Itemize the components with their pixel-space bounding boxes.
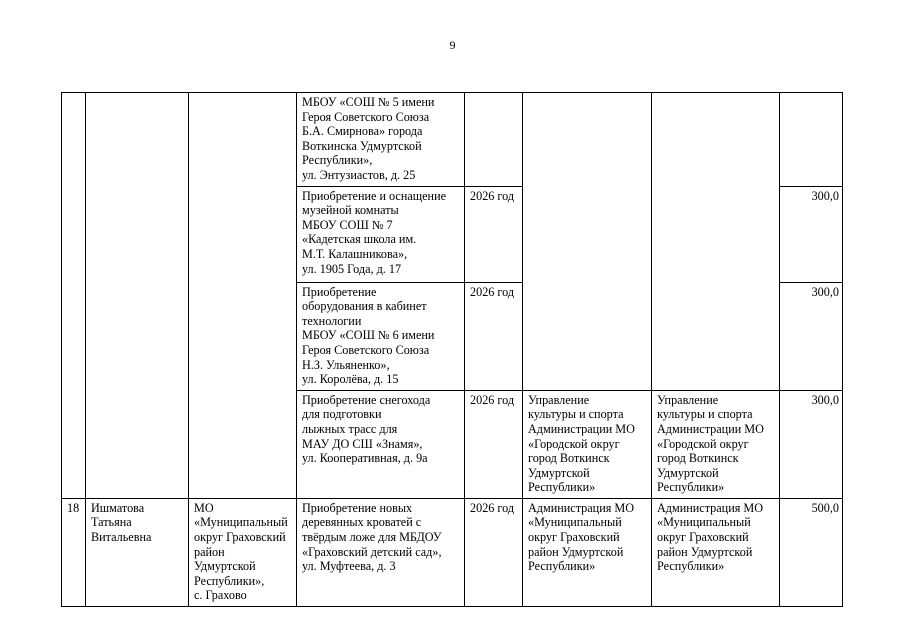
cell-text-line: ул. 1905 Года, д. 17 xyxy=(302,261,402,276)
cell-text-line: Управление xyxy=(528,392,590,407)
cell-text-line: Удмуртской xyxy=(194,559,256,574)
amount-cell: 500,0 xyxy=(780,498,843,606)
cell-text-line: МБОУ «СОШ № 5 имени xyxy=(302,95,435,109)
cell-text-line: Администрации МО xyxy=(528,421,635,436)
deputy-cell xyxy=(86,498,189,606)
cell-text-line: Удмуртской xyxy=(528,465,590,480)
page-number: 9 xyxy=(449,38,456,52)
event-cell xyxy=(297,93,465,187)
municipality-cell xyxy=(189,93,297,499)
cell-text-line: лыжных трасс для xyxy=(302,421,398,436)
recipient-cell xyxy=(652,93,780,391)
cell-text-line: МАУ ДО СШ «Знамя», xyxy=(302,436,423,451)
recipient-cell xyxy=(652,498,780,606)
cell-text-line: М.Т. Калашникова», xyxy=(302,246,408,261)
recipient-cell xyxy=(652,390,780,498)
cell-text-line: Управление xyxy=(657,392,719,407)
event-cell xyxy=(297,498,465,606)
cell-text-line: Татьяна xyxy=(91,515,132,530)
deputy-cell xyxy=(86,93,189,499)
cell-text-line: Республики» xyxy=(528,559,596,574)
cell-text-line: Героя Советского Союза xyxy=(302,342,430,357)
cell-text-line: «Городской округ xyxy=(528,436,620,451)
cell-text-line: МБОУ СОШ № 7 xyxy=(302,217,393,232)
cell-text-line: округ Граховский xyxy=(657,530,749,545)
cell-text-line: Воткинска Удмуртской xyxy=(302,138,422,153)
amount-cell: 300,0 xyxy=(780,282,843,390)
cell-text-line: Администрация МО xyxy=(528,500,635,515)
cell-text-line: МО xyxy=(194,500,214,515)
cell-text-line: для подготовки xyxy=(302,407,382,422)
cell-text-line: Приобретение снегохода xyxy=(302,392,431,407)
cell-text-line: «Муниципальный xyxy=(194,515,288,530)
cell-text-line: Республики» xyxy=(528,480,596,495)
cell-text-line: ул. Муфтеева, д. 3 xyxy=(302,559,396,574)
amount-cell: 300,0 xyxy=(780,390,843,498)
municipality-cell xyxy=(189,498,297,606)
cell-text-line: Республики» xyxy=(657,480,725,495)
cell-text-line: «Городской округ xyxy=(657,436,749,451)
cell-text-line: ул. Королёва, д. 15 xyxy=(302,372,399,387)
cell-text-line: «Муниципальный xyxy=(528,515,622,530)
cell-text-line: Н.З. Ульяненко», xyxy=(302,357,390,372)
cell-text-line: культуры и спорта xyxy=(657,407,753,422)
cell-text-line: район Удмуртской xyxy=(657,544,753,559)
cell-text-line: Витальевна xyxy=(91,530,152,545)
cell-text-line: «Граховский детский сад», xyxy=(302,544,442,559)
executor-cell xyxy=(523,93,652,391)
cell-text-line: ул. Энтузиастов, д. 25 xyxy=(302,167,416,182)
cell-text-line: город Воткинск xyxy=(528,451,610,466)
event-cell xyxy=(297,390,465,498)
cell-text-line: Ишматова xyxy=(91,500,145,515)
year-cell: 2026 год xyxy=(465,498,523,606)
cell-text-line: округ Граховский xyxy=(528,530,620,545)
cell-text-line: Республики», xyxy=(302,153,373,168)
cell-text-line: Республики», xyxy=(194,573,265,588)
events-table xyxy=(61,92,843,607)
amount-cell: 300,0 xyxy=(780,186,843,282)
cell-text-line: музейной комнаты xyxy=(302,203,399,218)
cell-text-line: город Воткинск xyxy=(657,451,739,466)
cell-text-line: технологии xyxy=(302,313,362,328)
year-cell: 2026 год xyxy=(465,186,523,282)
cell-text-line: Удмуртской xyxy=(657,465,719,480)
cell-text-line: Приобретение и оснащение xyxy=(302,188,447,203)
cell-text-line: Приобретение xyxy=(302,284,377,299)
year-cell xyxy=(465,93,523,187)
year-cell: 2026 год xyxy=(465,390,523,498)
event-cell xyxy=(297,186,465,282)
cell-text-line: деревянных кроватей с xyxy=(302,515,422,530)
cell-text-line: «Муниципальный xyxy=(657,515,751,530)
cell-text-line: «Кадетская школа им. xyxy=(302,232,417,247)
amount-cell xyxy=(780,93,843,187)
cell-text-line: Администрация МО xyxy=(657,500,764,515)
cell-text-line: Приобретение новых xyxy=(302,500,413,515)
cell-text-line: район xyxy=(194,544,225,559)
cell-text-line: Администрации МО xyxy=(657,421,764,436)
cell-text-line: культуры и спорта xyxy=(528,407,624,422)
cell-text-line: оборудования в кабинет xyxy=(302,299,427,314)
cell-text-line: ул. Кооперативная, д. 9а xyxy=(302,451,428,466)
cell-text-line: Б.А. Смирнова» города xyxy=(302,124,423,139)
cell-text-line: район Удмуртской xyxy=(528,544,624,559)
cell-text-line: округ Граховский xyxy=(194,530,286,545)
executor-cell xyxy=(523,390,652,498)
cell-text-line: Республики» xyxy=(657,559,725,574)
table-row xyxy=(62,93,843,187)
cell-text-line: Героя Советского Союза xyxy=(302,109,430,124)
table-row xyxy=(62,498,843,606)
cell-text-line: твёрдым ложе для МБДОУ xyxy=(302,530,442,545)
executor-cell xyxy=(523,498,652,606)
event-cell xyxy=(297,282,465,390)
cell-text-line: МБОУ «СОШ № 6 имени xyxy=(302,328,435,343)
cell-text-line: с. Грахово xyxy=(194,588,247,603)
year-cell: 2026 год xyxy=(465,282,523,390)
row-number-cell: 18 xyxy=(62,498,86,606)
row-number-cell xyxy=(62,93,86,499)
